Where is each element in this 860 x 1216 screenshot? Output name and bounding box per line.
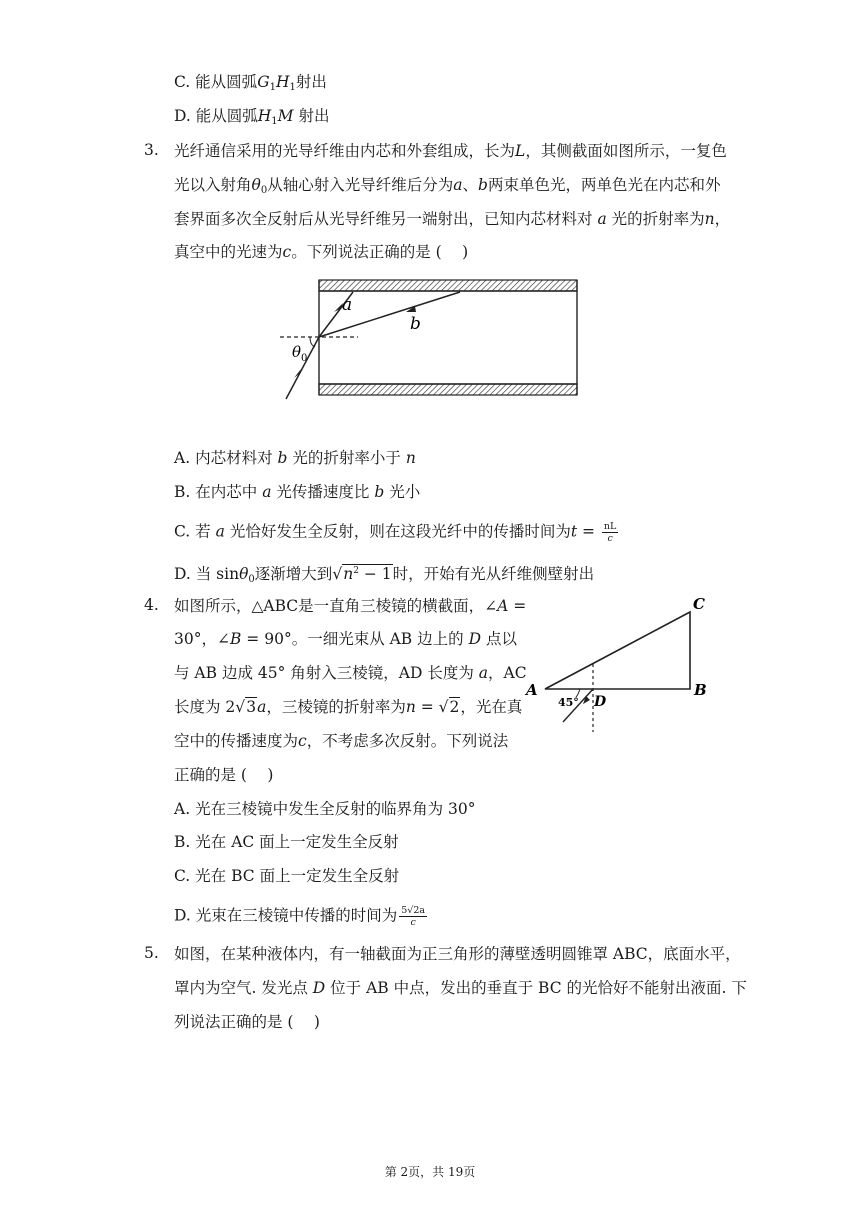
prev-option-d: D. 能从圆弧$H_1M$ 射出 [174,107,330,127]
label-theta: θ [292,343,302,361]
q3-number: 3. [144,141,159,159]
q3-line-1: 光纤通信采用的光导纤维由内芯和外套组成，长为L，其侧截面如图所示，一复色 [174,142,727,160]
label-D: D [594,694,607,710]
q4-line-2: 30°，∠B = 90°。一细光束从 AB 边上的 D 点以 [174,630,517,648]
label-b: b [410,314,421,334]
q3-option-b: B. 在内芯中 a 光传播速度比 b 光小 [174,483,421,501]
page-footer: 第 2页，共 19页 [384,1165,476,1179]
q4-option-a: A. 光在三棱镜中发生全反射的临界角为 30° [174,800,476,818]
q5-line-2: 罩内为空气. 发光点 D 位于 AB 中点，发出的垂直于 BC 的光恰好不能射出液面. 下 [174,979,747,997]
prev-option-c: C. 能从圆弧$G_1H_1$射出 [174,73,327,93]
label-theta-sub: 0 [301,353,308,364]
label-A: A [526,681,538,699]
label-a: a [342,295,353,315]
q5-number: 5. [144,944,159,962]
q4-option-c: C. 光在 BC 面上一定发生全反射 [174,867,400,885]
fiber-diagram [270,275,590,405]
label-B: B [694,681,707,699]
prism-diagram [520,592,720,742]
incident-arrow-d [583,696,590,704]
q3-option-d: D. 当 sinθ$_0$逐渐增大到$√n^2 - 1$时，开始有光从纤维侧壁射出 [174,565,595,585]
q4-line-4: 长度为 2√3a，三棱镜的折射率为n = √2，光在真 [174,698,523,716]
label-45: 45° [558,696,579,709]
q4-option-b: B. 光在 AC 面上一定发生全反射 [174,833,399,851]
ray-b [319,292,460,337]
q4-line-1: 如图所示，△ABC是一直角三棱镜的横截面，∠A = [174,597,527,615]
triangle-abc [545,612,690,689]
q4-number: 4. [144,596,159,614]
q3-line-3: 套界面多次全反射后从光导纤维另一端射出，已知内芯材料对 a 光的折射率为n， [174,210,731,228]
q3-line-4: 真空中的光速为c。下列说法正确的是 ( ) [174,243,469,261]
q4-line-5: 空中的传播速度为c，不考虑多次反射。下列说法 [174,732,509,750]
fiber-cladding-bottom [319,384,577,395]
q4-line-6: 正确的是 ( ) [174,766,274,784]
q3-line-2: 光以入射角$\theta_0$从轴心射入光导纤维后分为a、b两束单色光，两单色光在内芯和外 [174,176,721,196]
label-C: C [693,595,705,613]
q3-option-a: A. 内芯材料对 b 光的折射率小于 n [174,449,416,467]
q3-option-c: C. 若 a 光恰好发生全反射，则在这段光纤中的传播时间为t = $\frac{nL}{c}$ [174,521,617,544]
q4-line-3: 与 AB 边成 45° 角射入三棱镜，AD 长度为 a，AC [174,664,527,682]
q5-line-1: 如图，在某种液体内，有一轴截面为正三角形的薄壁透明圆锥罩 ABC，底面水平， [174,945,741,963]
q5-line-3: 列说法正确的是 ( ) [174,1013,320,1031]
q4-option-d: D. 光束在三棱镜中传播的时间为 $\frac{5√2a}{c}$ [174,905,426,928]
fiber-cladding-top [319,280,577,291]
